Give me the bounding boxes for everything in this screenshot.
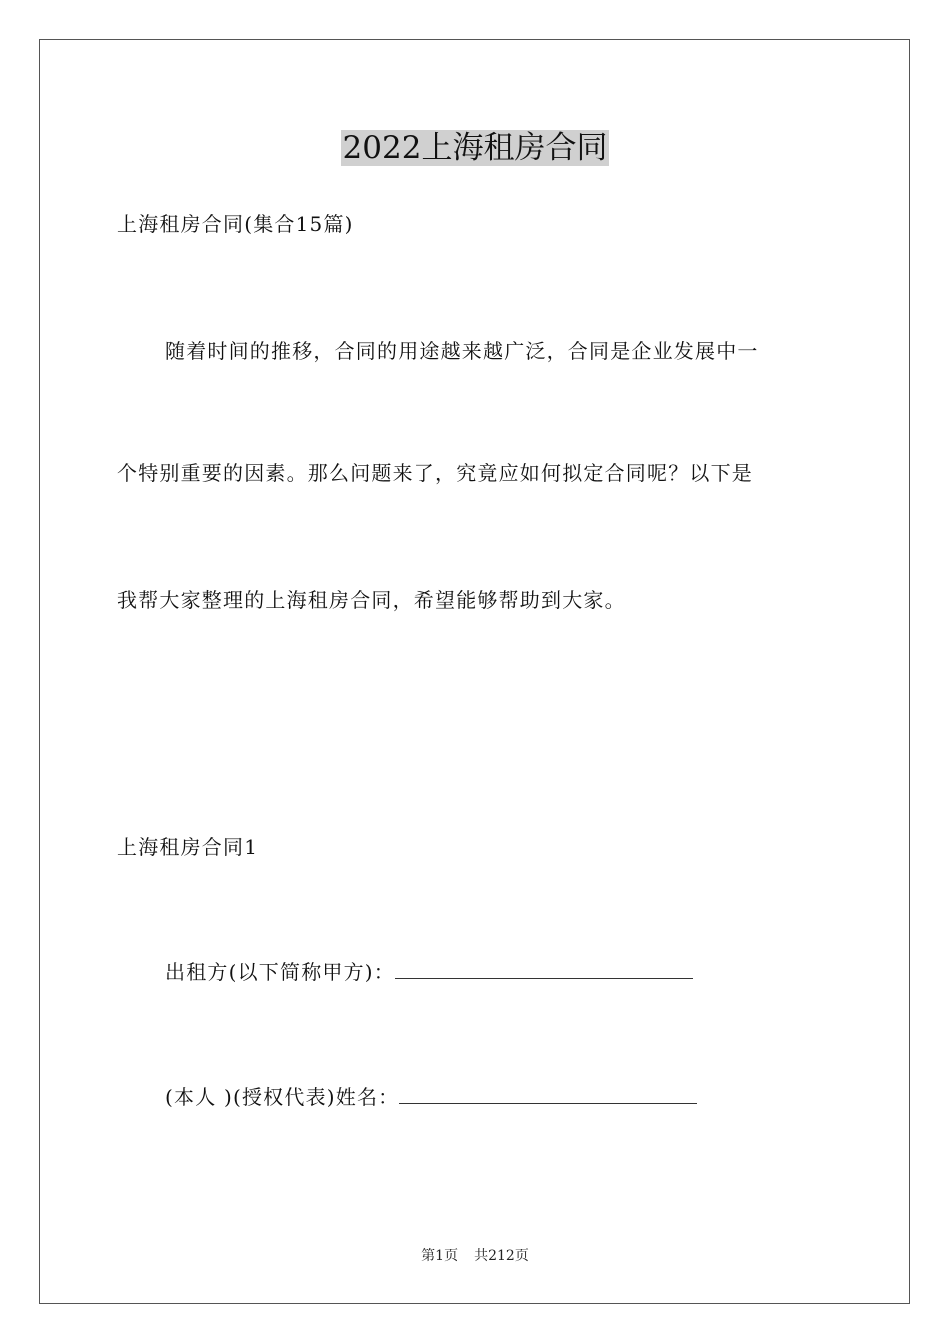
lessor-field — [165, 958, 693, 986]
document-title — [0, 126, 950, 170]
document-subtitle: 上海租房合同(集合15篇) — [117, 212, 354, 236]
section-heading: 上海租房合同1 — [117, 835, 259, 859]
representative-blank-line[interactable] — [399, 1083, 697, 1104]
lessor-blank-line[interactable] — [395, 958, 693, 979]
page-number-current: 第1页 — [421, 1248, 459, 1264]
intro-line-1: 随着时间的推移，合同的用途越来越广泛，合同是企业发展中一 — [165, 339, 759, 363]
representative-field — [165, 1083, 697, 1111]
page-footer — [0, 1246, 950, 1266]
intro-line-3: 我帮大家整理的上海租房合同，希望能够帮助到大家。 — [117, 588, 626, 612]
document-title-text: 2022上海租房合同 — [342, 130, 608, 166]
intro-line-2: 个特别重要的因素。那么问题来了，究竟应如何拟定合同呢？以下是 — [117, 461, 753, 485]
lessor-field-label: 出租方(以下简称甲方)： — [165, 960, 396, 984]
representative-field-label: (本人 )(授权代表)姓名： — [165, 1085, 400, 1109]
page-number-total: 共212页 — [474, 1248, 529, 1264]
